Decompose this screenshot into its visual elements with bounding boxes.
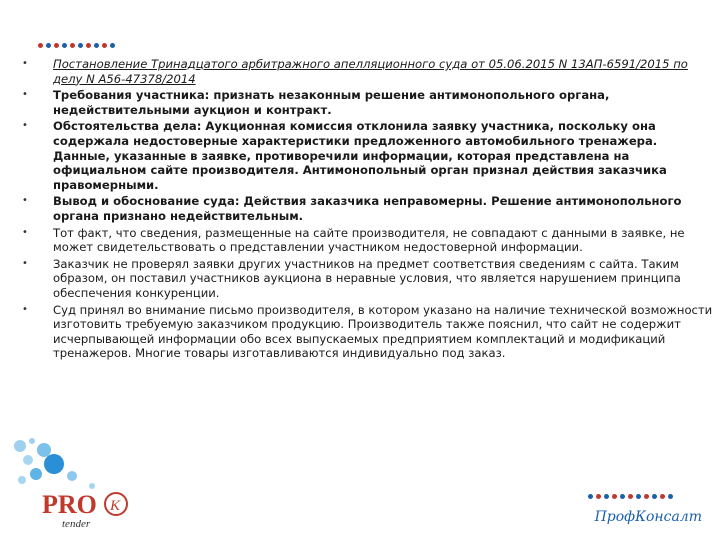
decorative-dot [612, 494, 617, 499]
decorative-dot [46, 43, 51, 48]
top-decorative-dots [38, 43, 115, 48]
list-item [22, 226, 714, 255]
logo-bubble-icon [18, 476, 26, 484]
list-item [22, 57, 714, 86]
bullet-icon: • [22, 120, 28, 132]
list-item [22, 88, 714, 117]
bullet-icon: • [22, 89, 28, 101]
logo-bubble-icon [44, 454, 64, 474]
list-item-text: Тот факт, что сведения, размещенные на сайте производителя, не совпадают с данными в заявке, не может свидетельствовать о представлении участником недостоверной информации. [53, 225, 685, 255]
logo-bubble-icon [37, 443, 51, 457]
logo-bubble-icon [30, 468, 42, 480]
logo-bubble-icon [89, 483, 95, 489]
decorative-dot [668, 494, 673, 499]
list-item [22, 303, 714, 361]
decorative-dot [636, 494, 641, 499]
decorative-dot [644, 494, 649, 499]
list-item [22, 119, 714, 192]
pro-tender-logo [6, 432, 146, 532]
decorative-dot [660, 494, 665, 499]
brand-name: ПрофКонсалт [594, 509, 702, 525]
bullet-icon: • [22, 58, 28, 69]
bottom-decorative-dots [588, 494, 673, 499]
decorative-dot [652, 494, 657, 499]
bullet-icon: • [22, 303, 28, 315]
decorative-dot [54, 43, 59, 48]
logo-mark-letter: K [110, 498, 121, 514]
list-item-text: Вывод и обоснование суда: Действия заказчика неправомерны. Решение антимонопольного органа признано недействительным. [53, 194, 682, 223]
case-summary-list [22, 57, 714, 363]
logo-main-text: PRO [42, 490, 97, 519]
decorative-dot [604, 494, 609, 499]
decorative-dot [628, 494, 633, 499]
decorative-dot [110, 43, 115, 48]
bullet-icon: • [22, 226, 28, 238]
decorative-dot [94, 43, 99, 48]
list-item-text: Обстоятельства дела: Аукционная комиссия отклонила заявку участника, поскольку она содержала недостоверные характеристики предложенного автомобильного тренажера. Данные, указанные в заявке, противоречили информации, которая представлена на официальном сайте производителя. Антимонопольный орган признал действия заказчика правомерными. [53, 119, 667, 192]
bullet-icon: • [22, 257, 28, 269]
decorative-dot [588, 494, 593, 499]
logo-sub-text: tender [62, 518, 91, 530]
logo-bubble-icon [29, 438, 35, 444]
logo-bubble-icon [23, 455, 33, 465]
case-reference-link[interactable]: Постановление Тринадцатого арбитражного апелляционного суда от 05.06.2015 N 13АП-6591/2015 по делу N А56-47378/2014 [53, 57, 688, 86]
decorative-dot [86, 43, 91, 48]
bullet-icon: • [22, 195, 28, 207]
logo-bubble-icon [67, 471, 77, 481]
list-item [22, 257, 714, 301]
decorative-dot [62, 43, 67, 48]
list-item-text: Заказчик не проверял заявки других участников на предмет соответствия сведениям с сайта. Таким образом, он поставил участников аукциона в неравные условия, что является нарушением принципа обеспечения конкуренции. [53, 256, 681, 300]
decorative-dot [102, 43, 107, 48]
decorative-dot [78, 43, 83, 48]
list-item-text: Требования участника: признать незаконным решение антимонопольного органа, недействительными аукцион и контракт. [53, 88, 610, 117]
list-item [22, 194, 714, 223]
decorative-dot [620, 494, 625, 499]
logo-bubble-icon [14, 440, 26, 452]
decorative-dot [70, 43, 75, 48]
list-item-text: Суд принял во внимание письмо производителя, в котором указано на наличие технической возможности изготовить требуемую заказчиком продукцию. Производитель также пояснил, что сайт не содержит исчерпывающей информации обо всех выпускаемых предприятием комплектаций и модификаций тренажеров. Многие товары изготавливаются индивидуально под заказ. [53, 302, 713, 361]
decorative-dot [596, 494, 601, 499]
decorative-dot [38, 43, 43, 48]
